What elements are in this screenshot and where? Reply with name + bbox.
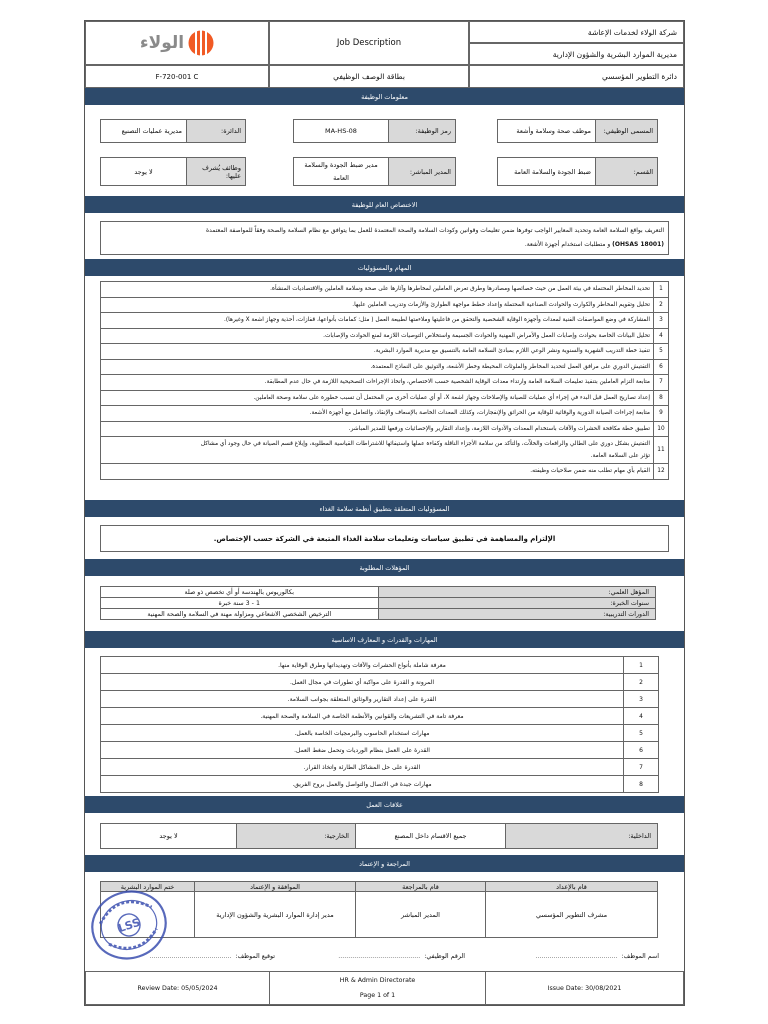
duty-number: 1 (654, 282, 669, 298)
employee-name-label: اسم الموظف: (621, 952, 659, 960)
section-label: القسم: (595, 157, 658, 186)
manager-label: المدير المباشر: (388, 157, 456, 186)
skill-row (101, 708, 659, 725)
skill-text: مهارات جيدة في الاتصال والتواصل والعمل بروح الفريق. (101, 776, 624, 793)
duty-row (101, 375, 669, 391)
job-description-page (84, 20, 685, 1006)
duty-text: تطبيق خطة مكافحة الحشرات والآفات باستخدام المعدات والأدوات اللازمة، وإعداد التقارير والإحصائيات ورفعها للمدير المباشر. (101, 421, 654, 437)
employee-signature-label: توقيع الموظف: (235, 952, 275, 960)
supervised-label: وظائف يُشرف عليها: (186, 157, 246, 186)
duty-row (101, 344, 669, 360)
skill-number: 1 (624, 657, 659, 674)
job-code-label: رمز الوظيفة: (388, 119, 456, 143)
skill-number: 4 (624, 708, 659, 725)
duty-text: متابعة التزام العاملين بتنفيذ تعليمات السلامة العامة وارتداء معدات الوقاية الشخصية حسب الاختصاص، واتخاذ الإجراءات التصحيحية اللازمة في حال عدم المطابقة. (101, 375, 654, 391)
duty-number: 5 (654, 344, 669, 360)
employee-number-line (280, 949, 465, 963)
skill-number: 6 (624, 742, 659, 759)
duty-row (101, 282, 669, 298)
section-duties: المهام والمسؤوليات (85, 259, 684, 276)
qualification-row (101, 587, 656, 598)
skill-row (101, 742, 659, 759)
section-value: ضبط الجودة والسلامة العامة (497, 157, 596, 186)
issue-date: Issue Date: 30/08/2021 (485, 971, 684, 1005)
section-skills: المهارات والقدرات و المعارف الاساسية (85, 631, 684, 648)
job-title-value: موظف صحة وسلامة وأشعة (497, 119, 596, 143)
duty-text: تحليل وتقويم المخاطر والكوارث والحوادث الصناعية المحتملة وإعداد خطط مواجهة الطوارئ والأزمات وتدريب العاملين عليها. (101, 297, 654, 313)
logo-text: الولاء (139, 33, 185, 53)
manager-value (293, 157, 389, 186)
section-review: المراجعة و الإعتماد (85, 855, 684, 872)
hr-department: مديرية الموارد البشرية والشؤون الإدارية (469, 43, 684, 65)
company-logo (140, 30, 214, 56)
duty-number: 11 (654, 437, 669, 464)
skill-row (101, 776, 659, 793)
section-general: الاختصاص العام للوظيفة (85, 196, 684, 213)
duty-number: 12 (654, 464, 669, 480)
qualifications-table (100, 586, 656, 620)
duty-row (101, 437, 669, 464)
duties-table (100, 281, 669, 480)
qualification-value: بكالوريوس بالهندسة أو أي تخصص ذو صلة (101, 587, 379, 598)
prepared-value: مشرف التطوير المؤسسي (485, 891, 658, 938)
skill-row (101, 725, 659, 742)
approved-value: مدير إدارة الموارد البشرية والشؤون الإدارية (194, 891, 356, 938)
qualification-label: سنوات الخبرة: (378, 598, 656, 609)
department-label: الدائرة: (186, 119, 246, 143)
duty-text: التفتيش الدوري على مرافق العمل لتحديد المخاطر والملوثات المحيطة وخطر الأشعة، والتوثيق على النماذج المعتمدة. (101, 359, 654, 375)
food-safety-statement: الإلتزام والمساهمة في تطبيق سياسات وتعليمات سلامة الغذاء المتبعة في الشركة حسب الإختصاص. (100, 525, 669, 552)
reviewed-header: قام بالمراجعة (355, 881, 486, 892)
manager-value-line1: مدير ضبط الجودة والسلامة (304, 160, 378, 169)
qualification-value: الترخيص الشخصي الاشعاعي ومزاولة مهنة في السلامة والصحة المهنية (101, 609, 379, 620)
qualification-row (101, 609, 656, 620)
qualification-label: المؤهل العلمي: (378, 587, 656, 598)
skill-row (101, 674, 659, 691)
duty-number: 7 (654, 375, 669, 391)
stamp-header: ختم الموارد البشرية (100, 881, 195, 892)
page-number: Page 1 of 1 (359, 992, 396, 999)
skill-text: القدرة على العمل بنظام الورديات وتحمل ضغط العمل. (101, 742, 624, 759)
duty-number: 2 (654, 297, 669, 313)
department-value: مديرية عمليات التصنيع (100, 119, 187, 143)
job-title-label: المسمى الوظيفي: (595, 119, 658, 143)
duty-text-line1: التفتيش بشكل دوري على الطالي والرافعات والخلاّت، والتأكد من سلامة الأجزاء الناقلة وكفاءة عملها واستيفائها للاشتراطات القياسية المطلوبة، وإبلاغ قسم الصيانة في حال وجود أي مشاكل (200, 441, 650, 447)
duty-text-line2: تؤثر على السلامة العامة. (590, 453, 650, 459)
employee-name-blank[interactable]: ......................................... (535, 952, 618, 960)
ohsas-standard: (OHSAS 18001) (612, 241, 664, 248)
supervised-value: لا يوجد (100, 157, 187, 186)
skill-text: معرفة شاملة بأنواع الحشرات والآفات وتهديداتها وطرق الوقاية منها. (101, 657, 624, 674)
skill-number: 5 (624, 725, 659, 742)
internal-label: الداخلية: (505, 823, 658, 849)
qualification-row (101, 598, 656, 609)
approved-header: الموافقة و الإعتماد (194, 881, 356, 892)
employee-number-blank[interactable]: ......................................... (338, 952, 421, 960)
skill-number: 7 (624, 759, 659, 776)
section-food-safety: المسؤوليات المتعلقة بتطبيق أنظمة سلامة الغذاء (85, 500, 684, 517)
skill-number: 3 (624, 691, 659, 708)
duty-text: متابعة إجراءات الصيانة الدورية والوقائية للوقاية من الحرائق والإنفجارات، وكذلك المعدات الخاصة بالإسعاف والإنقاذ، والتعامل مع أجهزة الأشعة. (101, 406, 654, 422)
duty-text: تحليل البيانات الخاصة بحوادث وإصابات العمل والأمراض المهنية والحوادث الجسيمة واستخلاص التوصيات اللازمة لمنع الحوادث والإصابات. (101, 328, 654, 344)
skill-row (101, 691, 659, 708)
company-name: شركة الولاء لخدمات الإعاشة (469, 21, 684, 43)
skill-number: 2 (624, 674, 659, 691)
skill-text: المرونة و القدرة على مواكبة أي تطورات في مجال العمل. (101, 674, 624, 691)
manager-value-line2: العامة (333, 173, 349, 182)
external-label: الخارجية: (236, 823, 356, 849)
duty-row (101, 297, 669, 313)
employee-signature-line (100, 949, 275, 963)
skill-text: القدرة على حل المشاكل الطارئة واتخاذ القرار. (101, 759, 624, 776)
form-code: F-720-001 C (85, 65, 269, 88)
duty-row (101, 328, 669, 344)
section-qualifications: المؤهلات المطلوبة (85, 559, 684, 576)
duty-text: تحديد المخاطر المحتملة في بيئة العمل من حيث خصائصها ومصادرها وطرق تعرض العاملين لمخاطرها وآثارها على صحة وسلامة العاملين والاقتصاديات المنشأة. (101, 282, 654, 298)
section-job-info: معلومات الوظيفة (85, 88, 684, 105)
duty-row (101, 390, 669, 406)
duty-row (101, 464, 669, 480)
duty-row (101, 313, 669, 329)
internal-value: جميع الاقسام داخل المصنع (355, 823, 506, 849)
general-description (100, 221, 669, 255)
duty-number: 9 (654, 406, 669, 422)
duty-number: 3 (654, 313, 669, 329)
stamp-label: LSS (116, 915, 142, 936)
footer-center (269, 971, 486, 1005)
qualification-value: 1 - 3 سنة خبرة (101, 598, 379, 609)
duty-text: المشاركة في وضع المواصفات الفنية لمعدات وأجهزة الوقاية الشخصية والتحقق من فاعليتها وملاءمتها لطبيعة العمل ( مثل: كمامات بأنواعها، قفازات، أحذية وجهاز اشعة X وغيرها). (101, 313, 654, 329)
section-relations: علاقات العمل (85, 796, 684, 813)
skill-text: مهارات استخدام الحاسوب والبرمجيات الخاصة بالعمل. (101, 725, 624, 742)
duty-text: تنفيذ خطة التدريب الشهرية والسنوية ونشر الوعي اللازم بمبادئ السلامة العامة بالتنسيق مع مديرية الموارد البشرية. (101, 344, 654, 360)
reviewed-value: المدير المباشر (355, 891, 486, 938)
doc-title-en: Job Description (269, 21, 469, 65)
logo-cell (85, 21, 269, 65)
duty-number: 10 (654, 421, 669, 437)
external-value: لا يوجد (100, 823, 237, 849)
duty-row (101, 421, 669, 437)
skill-number: 8 (624, 776, 659, 793)
duty-number: 4 (654, 328, 669, 344)
dev-department: دائرة التطوير المؤسسي (469, 65, 684, 88)
employee-signature-blank[interactable]: ......................................... (149, 952, 232, 960)
duty-number: 6 (654, 359, 669, 375)
employee-number-label: الرقم الوظيفي: (424, 952, 465, 960)
skill-row (101, 657, 659, 674)
duty-text (101, 437, 654, 464)
duty-row (101, 406, 669, 422)
doc-title-ar: بطاقة الوصف الوظيفي (269, 65, 469, 88)
job-code-value: MA-HS-08 (293, 119, 389, 143)
skill-row (101, 759, 659, 776)
prepared-header: قام بالإعداد (485, 881, 658, 892)
duty-text: القيام بأي مهام تطلب منه ضمن صلاحيات وظيفته. (101, 464, 654, 480)
employee-name-line (469, 949, 659, 963)
skill-text: معرفة تامة في التشريعات والقوانين والأنظمة الخاصة في السلامة والصحة المهنية. (101, 708, 624, 725)
general-line1: التعريف بواقع السلامة العامة وتحديد المعايير الواجب توفرها ضمن تعليمات وقوانين وكودات السلامة والصحة المعتمدة للعمل بما يتوافق مع نظام السلامة والصحة وفقاً للمواصفة المعتمدة (205, 227, 664, 234)
skills-table (100, 656, 659, 793)
duty-text: إعداد تصاريح العمل قبل البدء في إجراء أي عمليات للصيانة والإصلاحات وجهاز اشعة X، أو أي عمليات أخرى من المحتمل أن تسبب خطورة على سلامة وصحة العاملين. (101, 390, 654, 406)
general-line2-text: و متطلبات استخدام أجهزة الأشعة. (524, 241, 611, 248)
duty-row (101, 359, 669, 375)
review-date: Review Date: 05/05/2024 (85, 971, 270, 1005)
general-line2 (105, 238, 664, 252)
skill-text: القدرة على إعداد التقارير والوثائق المتعلقة بجوانب السلامة. (101, 691, 624, 708)
directorate-name: HR & Admin Directorate (339, 977, 416, 984)
duty-number: 8 (654, 390, 669, 406)
qualification-label: الدورات التدريبية: (378, 609, 656, 620)
logo-mark-icon (188, 30, 214, 56)
